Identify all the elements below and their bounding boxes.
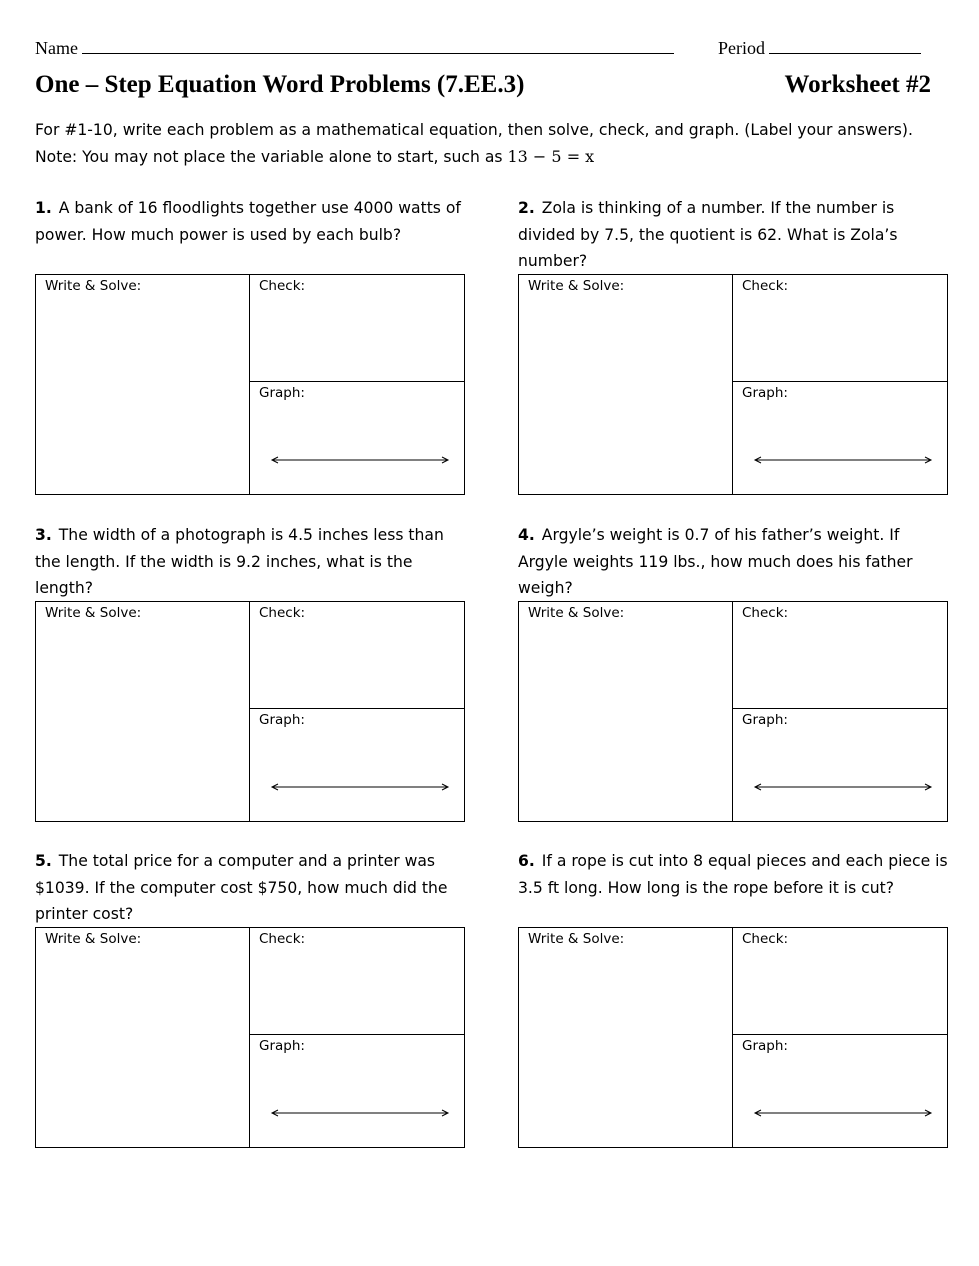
number-line-icon [270, 454, 450, 466]
graph-label: Graph: [742, 1038, 788, 1054]
graph-area[interactable] [250, 709, 464, 821]
problem-statement: A bank of 16 floodlights together use 4000 watts of power. How much power is used by each bulb? [35, 199, 461, 244]
instructions-line-1: For #1-10, write each problem as a mathematical equation, then solve, check, and graph. (Label your answers). [35, 121, 913, 139]
write-solve-area[interactable] [519, 602, 733, 821]
problem-number: 5. [35, 852, 52, 870]
problem-text [518, 522, 948, 602]
period-field[interactable] [718, 36, 921, 59]
graph-area[interactable] [733, 1035, 947, 1147]
graph-area[interactable] [250, 1035, 464, 1147]
answer-box [518, 274, 948, 495]
write-solve-area[interactable] [519, 928, 733, 1147]
period-blank-line[interactable] [769, 36, 921, 54]
answer-box [518, 927, 948, 1148]
graph-label: Graph: [259, 1038, 305, 1054]
problem-statement: If a rope is cut into 8 equal pieces and each piece is 3.5 ft long. How long is the rope before it is cut? [518, 852, 948, 897]
check-area[interactable] [250, 602, 464, 709]
write-solve-area[interactable] [36, 602, 250, 821]
answer-box [35, 601, 465, 822]
graph-area[interactable] [250, 382, 464, 494]
graph-label: Graph: [742, 712, 788, 728]
problem-5 [35, 848, 465, 1148]
problem-number: 2. [518, 199, 535, 217]
graph-area[interactable] [733, 382, 947, 494]
number-line-icon [270, 1107, 450, 1119]
check-label: Check: [259, 605, 306, 621]
name-blank-line[interactable] [82, 36, 674, 54]
problem-4 [518, 522, 948, 822]
instructions [35, 117, 955, 170]
number-line-icon [753, 454, 933, 466]
write-solve-label: Write & Solve: [528, 278, 625, 294]
problem-number: 6. [518, 852, 535, 870]
graph-area[interactable] [733, 709, 947, 821]
answer-box [35, 274, 465, 495]
write-solve-label: Write & Solve: [45, 278, 142, 294]
problem-text [518, 195, 948, 275]
check-area[interactable] [250, 275, 464, 382]
answer-box [35, 927, 465, 1148]
check-label: Check: [742, 605, 789, 621]
example-equation: 13 − 5 = x [507, 146, 595, 166]
instructions-line-2 [35, 144, 955, 171]
number-line-icon [270, 781, 450, 793]
problem-text [35, 848, 465, 928]
write-solve-area[interactable] [36, 928, 250, 1147]
problem-statement: Argyle’s weight is 0.7 of his father’s weight. If Argyle weights 119 lbs., how much does his father weigh? [518, 526, 913, 597]
check-label: Check: [259, 278, 306, 294]
graph-label: Graph: [259, 712, 305, 728]
number-line-icon [753, 781, 933, 793]
check-area[interactable] [733, 275, 947, 382]
write-solve-label: Write & Solve: [45, 605, 142, 621]
answer-box [518, 601, 948, 822]
check-label: Check: [742, 931, 789, 947]
instructions-note: Note: You may not place the variable alone to start, such as [35, 147, 503, 166]
problem-3 [35, 522, 465, 822]
check-label: Check: [742, 278, 789, 294]
period-label: Period [718, 38, 765, 58]
name-field[interactable] [35, 36, 674, 59]
name-label: Name [35, 38, 78, 58]
write-solve-label: Write & Solve: [528, 605, 625, 621]
graph-label: Graph: [742, 385, 788, 401]
problem-statement: Zola is thinking of a number. If the number is divided by 7.5, the quotient is 62. What is Zola’s number? [518, 199, 898, 270]
problem-2 [518, 195, 948, 495]
problem-6 [518, 848, 948, 1148]
write-solve-label: Write & Solve: [45, 931, 142, 947]
check-area[interactable] [733, 928, 947, 1035]
check-area[interactable] [733, 602, 947, 709]
graph-label: Graph: [259, 385, 305, 401]
write-solve-area[interactable] [36, 275, 250, 494]
worksheet-title: One – Step Equation Word Problems (7.EE.3) [35, 71, 525, 98]
write-solve-label: Write & Solve: [528, 931, 625, 947]
check-area[interactable] [250, 928, 464, 1035]
worksheet-number: Worksheet #2 [784, 71, 931, 98]
problem-1 [35, 195, 465, 495]
problem-statement: The width of a photograph is 4.5 inches less than the length. If the width is 9.2 inches, what is the length? [35, 526, 444, 597]
problem-text [35, 522, 465, 602]
problem-statement: The total price for a computer and a printer was $1039. If the computer cost $750, how much did the printer cost? [35, 852, 448, 923]
number-line-icon [753, 1107, 933, 1119]
problem-number: 1. [35, 199, 52, 217]
problem-text [35, 195, 465, 275]
problem-number: 3. [35, 526, 52, 544]
problem-number: 4. [518, 526, 535, 544]
write-solve-area[interactable] [519, 275, 733, 494]
check-label: Check: [259, 931, 306, 947]
problem-text [518, 848, 948, 928]
